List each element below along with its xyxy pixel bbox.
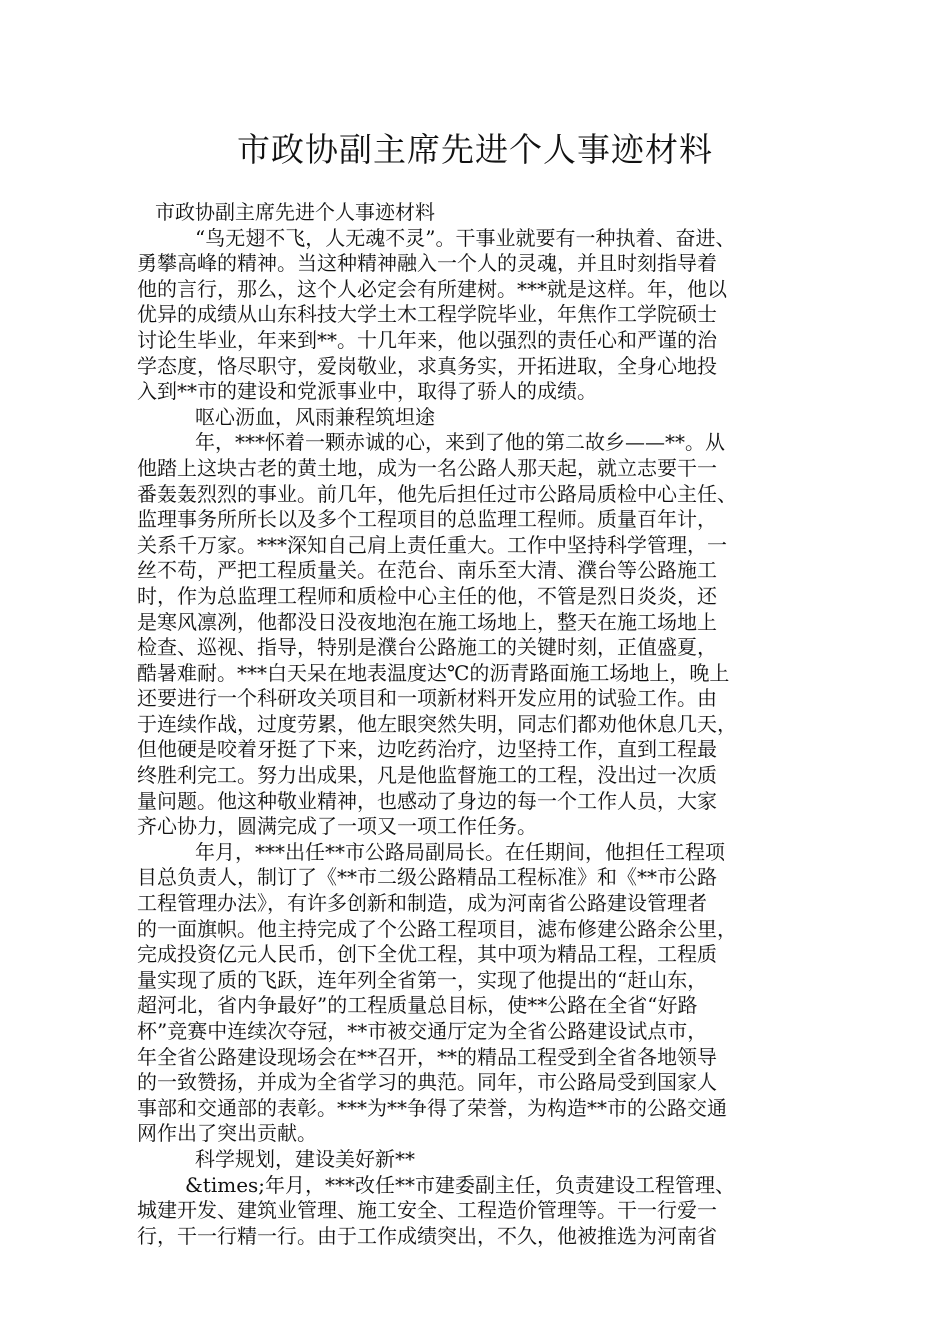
text-line: “鸟无翅不飞，人无魂不灵”。干事业就要有一种执着、奋进、 xyxy=(195,225,736,250)
document-body xyxy=(137,200,827,1249)
text-line: 学态度，恪尽职守，爱岗敬业，求真务实，开拓进取，全身心地投 xyxy=(137,353,717,378)
text-line: 工程管理办法》，有许多创新和制造，成为河南省公路建设管理者 xyxy=(137,891,707,916)
text-line: 的一致赞扬，并成为全省学习的典范。同年，市公路局受到国家人 xyxy=(137,1070,717,1095)
text-line: 完成投资亿元人民币，创下全优工程，其中项为精品工程，工程质 xyxy=(137,942,717,967)
text-line: 他的言行，那么，这个人必定会有所建树。***就是这样。年，他以 xyxy=(137,276,727,301)
text-line: &times;年月，***改任**市建委副主任，负责建设工程管理、 xyxy=(185,1172,736,1197)
text-line: 网作出了突出贡献。 xyxy=(137,1121,317,1146)
text-line: 量问题。他这种敬业精神，也感动了身边的每一个工作人员，大家 xyxy=(137,788,717,813)
text-line: 但他硬是咬着牙挺了下来，边吃药治疗，边坚持工作，直到工程最 xyxy=(137,737,717,762)
text-line: 还要进行一个科研攻关项目和一项新材料开发应用的试验工作。由 xyxy=(137,686,717,711)
text-line: 勇攀高峰的精神。当这种精神融入一个人的灵魂，并且时刻指导着 xyxy=(137,251,717,276)
text-line: 于连续作战，过度劳累，他左眼突然失明，同志们都劝他休息几天， xyxy=(137,711,737,736)
text-line: 超河北，省内争最好”的工程质量总目标，使**公路在全省“好路 xyxy=(137,993,698,1018)
text-line: 酷暑难耐。***白天呆在地表温度达℃的沥青路面施工场地上，晚上 xyxy=(137,660,730,685)
text-line: 的一面旗帜。他主持完成了个公路工程项目，滤布修建公路余公里， xyxy=(137,916,737,941)
text-line: 他踏上这块古老的黄土地，成为一名公路人那天起，就立志要干一 xyxy=(137,455,717,480)
document-title: 市政协副主席先进个人事迹材料 xyxy=(237,130,713,169)
section-heading: 科学规划，建设美好新** xyxy=(195,1146,415,1171)
text-line: 量实现了质的飞跃，连年列全省第一，实现了他提出的“赶山东， xyxy=(137,967,708,992)
text-line: 优异的成绩从山东科技大学土木工程学院毕业，年焦作工学院硕士 xyxy=(137,302,717,327)
text-line: 终胜利完工。努力出成果，凡是他监督施工的工程，没出过一次质 xyxy=(137,763,717,788)
text-line: 年，***怀着一颗赤诚的心，来到了他的第二故乡——**。从 xyxy=(195,430,725,455)
text-line: 目总负责人，制订了《**市二级公路精品工程标准》和《**市公路 xyxy=(137,865,717,890)
text-line: 年月，***出任**市公路局副局长。在任期间，他担任工程项 xyxy=(195,839,725,864)
text-line: 监理事务所所长以及多个工程项目的总监理工程师。质量百年计， xyxy=(137,507,717,532)
text-line: 番轰轰烈烈的事业。前几年，他先后担任过市公路局质检中心主任、 xyxy=(137,481,737,506)
document-subtitle: 市政协副主席先进个人事迹材料 xyxy=(155,200,435,224)
text-line: 事部和交通部的表彰。***为**争得了荣誉，为构造**市的公路交通 xyxy=(137,1095,727,1120)
text-line: 入到**市的建设和党派事业中，取得了骄人的成绩。 xyxy=(137,379,597,404)
text-line: 是寒风凛冽，他都没日没夜地泡在施工场地上，整天在施工场地上 xyxy=(137,609,717,634)
text-line: 齐心协力，圆满完成了一项又一项工作任务。 xyxy=(137,814,537,839)
text-line: 关系千万家。***深知自己肩上责任重大。工作中坚持科学管理，一 xyxy=(137,532,727,557)
section-heading: 呕心沥血，风雨兼程筑坦途 xyxy=(195,404,435,429)
text-line: 行，干一行精一行。由于工作成绩突出，不久，他被推选为河南省 xyxy=(137,1223,717,1248)
text-line: 杯”竞赛中连续次夺冠，**市被交通厅定为全省公路建设试点市， xyxy=(137,1019,708,1043)
text-line: 讨论生毕业，年来到**。十几年来，他以强烈的责任心和严谨的治 xyxy=(137,327,717,352)
text-line: 丝不苟，严把工程质量关。在范台、南乐至大清、濮台等公路施工 xyxy=(137,558,717,583)
text-line: 时，作为总监理工程师和质检中心主任的他，不管是烈日炎炎，还 xyxy=(137,583,717,608)
text-line: 年全省公路建设现场会在**召开，**的精品工程受到全省各地领导 xyxy=(137,1044,717,1069)
text-line: 检查、巡视、指导，特别是濮台公路施工的关键时刻，正值盛夏， xyxy=(137,635,717,660)
text-line: 城建开发、建筑业管理、施工安全、工程造价管理等。干一行爱一 xyxy=(137,1198,717,1223)
